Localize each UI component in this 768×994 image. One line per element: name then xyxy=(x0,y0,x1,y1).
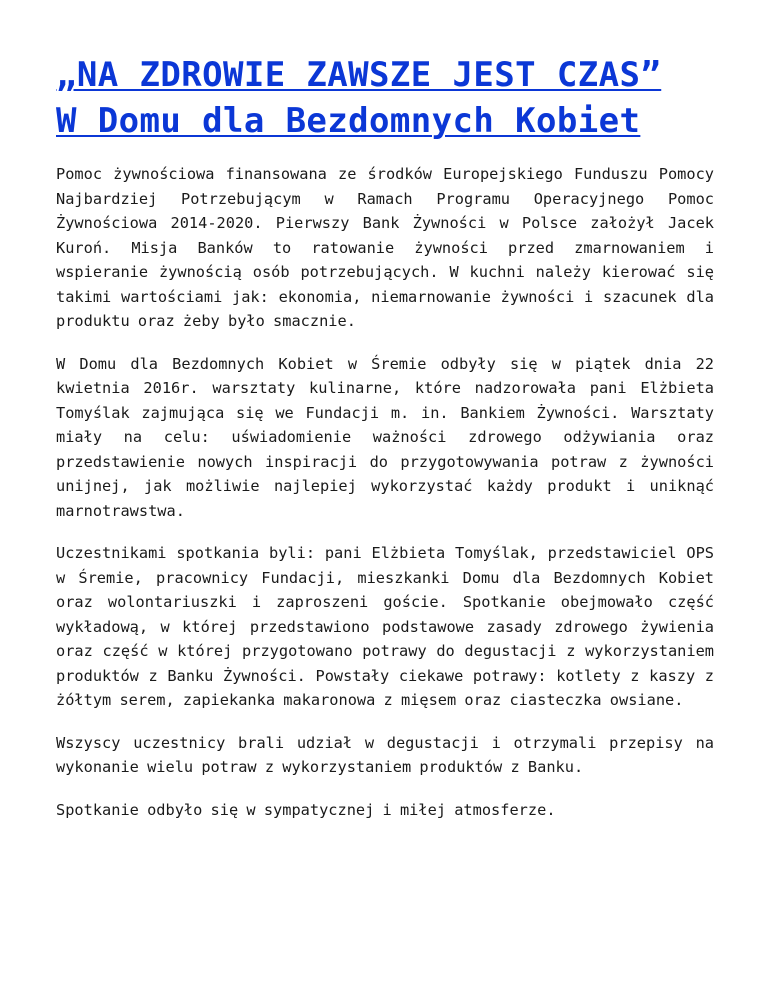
article-title-line-2[interactable]: W Domu dla Bezdomnych Kobiet xyxy=(56,101,641,141)
article-paragraph-3: Uczestnikami spotkania byli: pani Elżbieta Tomyślak, przedstawiciel OPS w Śremie, pracownicy Fundacji, mieszkanki Domu dla Bezdomnych Kobiet oraz wolontariuszki i zaproszeni goście. Spotkanie obejmowało część wykładową, w której przedstawiono podstawowe zasady zdrowego żywienia oraz część w której przygotowano potrawy do degustacji z wykorzystaniem produktów z Banku Żywności. Powstały ciekawe potrawy: kotlety z kaszy z żółtym serem, zapiekanka makaronowa z mięsem oraz ciasteczka owsiane. xyxy=(56,544,714,709)
article-title-line-1[interactable]: „NA ZDROWIE ZAWSZE JEST CZAS” xyxy=(56,55,662,95)
article-paragraph-1: Pomoc żywnościowa finansowana ze środków Europejskiego Funduszu Pomocy Najbardziej Potrzebującym w Ramach Programu Operacyjnego Pomoc Żywnościowa 2014-2020. Pierwszy Bank Żywności w Polsce założył Jacek Kuroń. Misja Banków to ratowanie żywności przed zmarnowaniem i wspieranie żywnością osób potrzebujących. W kuchni należy kierować się takimi wartościami jak: ekonomia, niemarnowanie żywności i szacunek dla produktu oraz żeby było smacznie. xyxy=(56,165,714,330)
article-paragraph-4: Wszyscy uczestnicy brali udział w degustacji i otrzymali przepisy na wykonanie wielu potraw z wykorzystaniem produktów z Banku. xyxy=(56,733,714,776)
article-title-link[interactable] xyxy=(56,52,714,144)
article xyxy=(56,52,714,840)
article-paragraph-5: Spotkanie odbyło się w sympatycznej i miłej atmosferze. xyxy=(56,800,556,819)
article-paragraph-2: W Domu dla Bezdomnych Kobiet w Śremie odbyły się w piątek dnia 22 kwietnia 2016r. warsztaty kulinarne, które nadzorowała pani Elżbieta Tomyślak zajmująca się we Fundacji m. in. Bankiem Żywności. Warsztaty miały na celu: uświadomienie ważności zdrowego odżywiania oraz przedstawienie nowych inspiracji do przygotowywania potraw z żywności unijnej, jak możliwie najlepiej wykorzystać każdy produkt i uniknąć marnotrawstwa. xyxy=(56,354,714,520)
